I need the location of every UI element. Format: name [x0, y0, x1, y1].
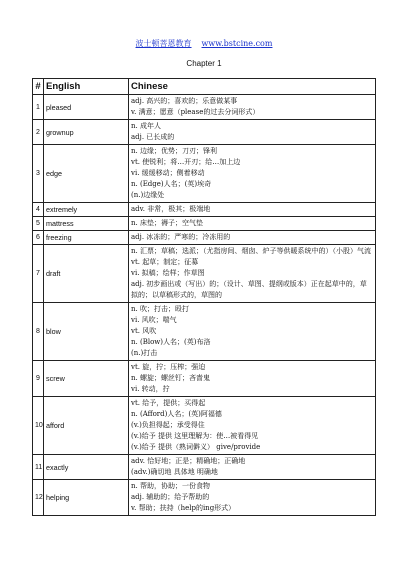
english-word: grownup: [44, 120, 129, 145]
definition-line: adj. 冰冻的；严寒的；冷冻用的: [131, 233, 231, 241]
chapter-title: Chapter 1: [186, 59, 222, 68]
row-number: 4: [33, 203, 44, 217]
definition-line: n. 床垫；褥子；空气垫: [131, 219, 203, 227]
english-word: edge: [44, 145, 129, 203]
definition-line: vt. 使锐利；将…开刃；给…加上边: [131, 158, 241, 166]
chinese-definitions: [129, 480, 376, 516]
chinese-definitions: [129, 203, 376, 217]
definition-line: (n.)打击: [131, 349, 158, 357]
row-number: 5: [33, 217, 44, 231]
row-number: 3: [33, 145, 44, 203]
english-word: mattress: [44, 217, 129, 231]
table-row: [33, 397, 376, 455]
row-number: 12: [33, 480, 44, 516]
table-row: [33, 95, 376, 120]
table-row: [33, 245, 376, 303]
table-row: [33, 145, 376, 203]
definition-line: adj. 辅助的；给予帮助的: [131, 493, 210, 501]
definition-line: vt. 风吹: [131, 327, 157, 335]
page-header: [0, 38, 408, 49]
column-header-chinese: Chinese: [129, 79, 376, 95]
definition-line: (n.)边缘处: [131, 191, 165, 199]
table-row: [33, 480, 376, 516]
row-number: 8: [33, 303, 44, 361]
definition-line: n. 帮助，协助；一份食物: [131, 482, 210, 490]
table-row: [33, 217, 376, 231]
english-word: extremely: [44, 203, 129, 217]
definition-line: (adv.)确切地 具体地 明确地: [131, 468, 218, 476]
chinese-definitions: [129, 217, 376, 231]
table-row: [33, 231, 376, 245]
definition-line: vt. 给予，提供；买得起: [131, 399, 206, 407]
row-number: 2: [33, 120, 44, 145]
row-number: 9: [33, 361, 44, 397]
row-number: 7: [33, 245, 44, 303]
column-header-num: #: [33, 79, 44, 95]
english-word: blow: [44, 303, 129, 361]
definition-line: (v.)负担得起；承受得住: [131, 421, 205, 429]
chinese-definitions: [129, 145, 376, 203]
table-row: [33, 455, 376, 480]
definition-line: v. 帮助；扶持（help的ing形式）: [131, 504, 236, 512]
table-row: [33, 120, 376, 145]
table-row: [33, 303, 376, 361]
chinese-definitions: [129, 397, 376, 455]
english-word: screw: [44, 361, 129, 397]
site-name-link[interactable]: 波士顿菩恩教育: [135, 39, 192, 48]
definition-line: n. (Edge)人名；(英)埃奇: [131, 180, 212, 188]
english-word: afford: [44, 397, 129, 455]
row-number: 1: [33, 95, 44, 120]
vocabulary-table: [32, 78, 376, 516]
definition-line: vt. 旋，拧；压榨；强迫: [131, 363, 206, 371]
definition-line: adv. 非常，极其；极端地: [131, 205, 211, 213]
row-number: 10: [33, 397, 44, 455]
chinese-definitions: [129, 120, 376, 145]
row-number: 6: [33, 231, 44, 245]
table-row: [33, 203, 376, 217]
definition-line: n. 螺旋；螺丝钉；吝啬鬼: [131, 374, 210, 382]
definition-line: n. 吹；打击；殴打: [131, 305, 189, 313]
english-word: helping: [44, 480, 129, 516]
english-word: exactly: [44, 455, 129, 480]
definition-line: vi. 拟稿；绘样；作草图: [131, 269, 205, 277]
definition-line: n. 汇票；草稿；选派；（尤指房间、烟囱、炉子等供暖系统中的）（小股）气流: [131, 247, 371, 255]
definition-line: (v.)给予 提供 这里理解为：使…被看得见: [131, 432, 259, 440]
definition-line: adv. 恰好地；正是；精确地；正确地: [131, 457, 246, 465]
chinese-definitions: [129, 303, 376, 361]
definition-line: (v.)给予 提供（熟词僻义） give/provide: [131, 443, 261, 451]
chinese-definitions: [129, 95, 376, 120]
definition-line: vi. 缓缓移动；侧着移动: [131, 169, 205, 177]
definition-line: v. 满意；愿意（please的过去分词形式）: [131, 108, 260, 116]
chinese-definitions: [129, 361, 376, 397]
english-word: freezing: [44, 231, 129, 245]
definition-line: adj. 高兴的；喜欢的；乐意做某事: [131, 97, 238, 105]
column-header-english: English: [44, 79, 129, 95]
definition-line: vt. 起草；制定；征募: [131, 258, 199, 266]
chinese-definitions: [129, 231, 376, 245]
definition-line: n. 成年人: [131, 122, 161, 130]
table-body: [33, 95, 376, 516]
definition-line: n. 边缘；优势；刀刃；锋利: [131, 147, 217, 155]
definition-line: adj. 初步画出或（写出）的；（设计、草图、提纲或版本）正在起草中的，草拟的；以草稿形式的，草图的: [131, 280, 367, 299]
english-word: pleased: [44, 95, 129, 120]
chinese-definitions: [129, 245, 376, 303]
table-header-row: [33, 79, 376, 95]
definition-line: adj. 已长成的: [131, 133, 175, 141]
definition-line: vi. 风吹；喘气: [131, 316, 177, 324]
definition-line: n. (Blow)人名；(英)布洛: [131, 338, 211, 346]
chinese-definitions: [129, 455, 376, 480]
english-word: draft: [44, 245, 129, 303]
table-row: [33, 361, 376, 397]
row-number: 11: [33, 455, 44, 480]
definition-line: vi. 转动，拧: [131, 385, 170, 393]
site-url-link[interactable]: www.bstcine.com: [201, 39, 273, 48]
definition-line: n. (Afford)人名；(英)阿福德: [131, 410, 222, 418]
